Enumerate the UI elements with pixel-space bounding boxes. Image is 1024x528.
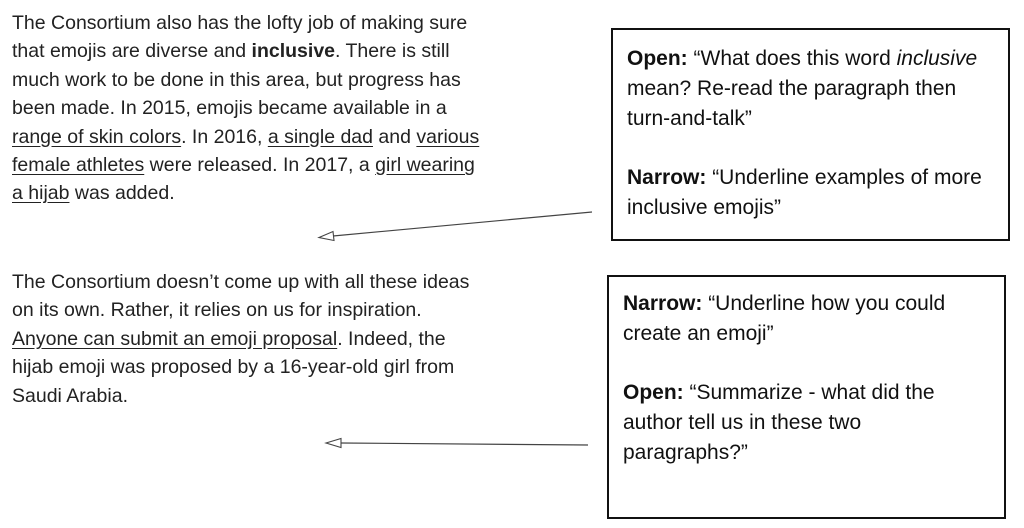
p1-underline-female-athletes: various female athletes	[12, 125, 480, 177]
box2-narrow-label: Narrow:	[623, 292, 703, 315]
box2-open-prompt	[623, 378, 990, 468]
p1-bold-inclusive: inclusive	[251, 40, 336, 63]
p1-text-6: was added.	[69, 182, 175, 205]
p1-underline-skin-colors: range of skin colors	[12, 125, 182, 148]
box2-open-label: Open:	[623, 381, 684, 404]
box1-narrow-prompt	[627, 163, 994, 223]
box1-open-post: mean? Re-read the paragraph then turn-and-talk”	[627, 77, 957, 130]
box1-open-pre: “What does this word	[687, 47, 897, 70]
p1-text-5: were released. In 2017, a	[144, 154, 376, 177]
arrow-2	[326, 439, 588, 448]
p1-underline-hijab: girl wearing a hijab	[12, 154, 475, 205]
box2-narrow-prompt	[623, 289, 990, 349]
p2-text-1: The Consortium doesn’t come up with all these ideas on its own. Rather, it relies on us for inspiration.	[12, 271, 470, 322]
arrow-1	[319, 212, 592, 241]
p2-text-2: . Indeed, the hijab emoji was proposed by a 16-year-old girl from Saudi Arabia.	[12, 327, 455, 407]
p1-underline-single-dad: a single dad	[267, 125, 373, 148]
paragraph-1	[12, 9, 482, 208]
box1-open-italic: inclusive	[896, 47, 978, 70]
box1-narrow-text: “Underline examples of more inclusive emojis”	[627, 166, 982, 219]
box1-narrow-label: Narrow:	[627, 166, 707, 189]
prompt-box-2	[607, 275, 1006, 519]
prompt-box-1	[611, 28, 1010, 241]
box1-open-label: Open:	[627, 47, 688, 70]
p1-text-1: The Consortium also has the lofty job of making sure that emojis are diverse and	[12, 12, 468, 63]
p1-text-3: . In 2016,	[181, 125, 268, 148]
p1-text-4: and	[373, 125, 417, 148]
box2-narrow-text: “Underline how you could create an emoji”	[623, 292, 946, 345]
box2-open-text: “Summarize - what did the author tell us in these two paragraphs?”	[623, 381, 935, 464]
p1-text-2: . There is still much work to be done in this area, but progress has been made. In 2015, emojis became available in a	[12, 40, 461, 120]
p2-underline-submit-proposal: Anyone can submit an emoji proposal	[12, 327, 338, 350]
paragraph-2	[12, 268, 482, 410]
box1-open-prompt	[627, 44, 994, 134]
